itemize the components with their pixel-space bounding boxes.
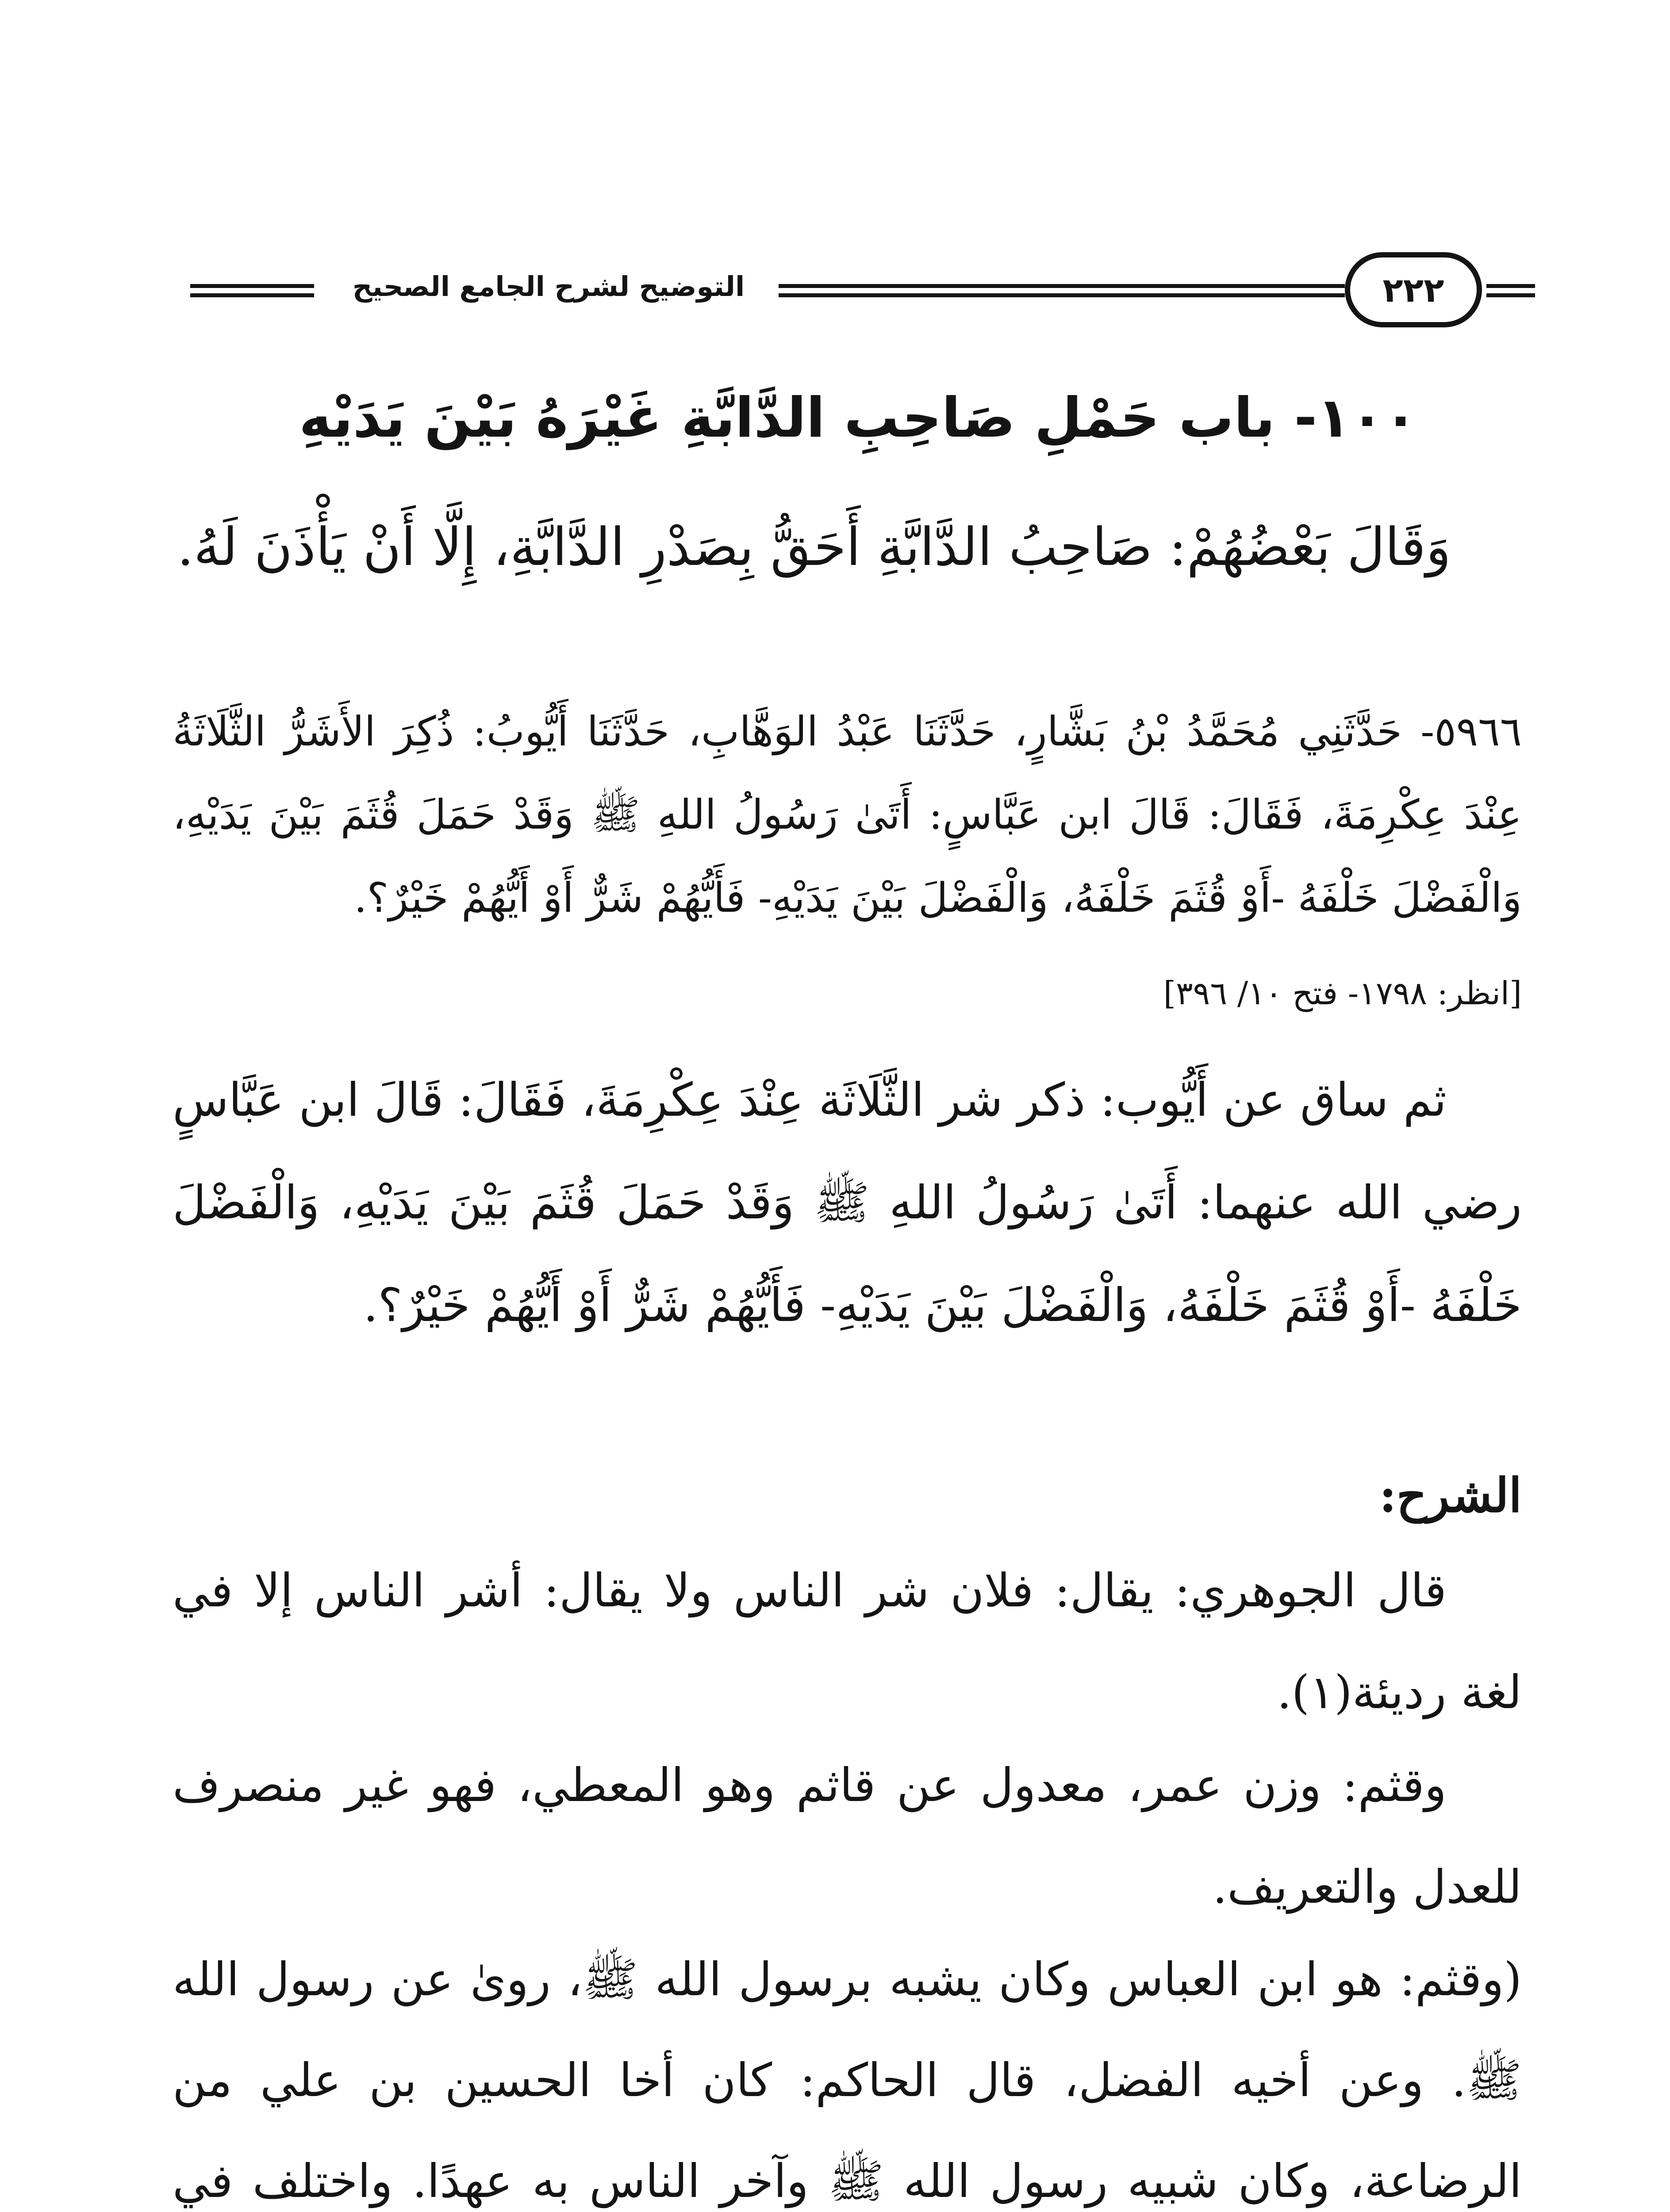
page-number: ٢٢٢ [1382, 270, 1444, 310]
hadith-recap-paragraph: ثم ساق عن أَيُّوب: ذكر شر الثَّلَاثَة عِنْدَ عِكْرِمَةَ، فَقَالَ: قَالَ ابن عَبَّاسٍ رضي الله عنهما: أَتَىٰ رَسُولُ اللهِ ﷺ وَقَدْ حَمَلَ قُثَمَ بَيْنَ يَدَيْهِ، وَالْفَضْلَ خَلْفَهُ -أَوْ قُثَمَ خَلْفَهُ، وَالْفَضْلَ بَيْنَ يَدَيْهِ- فَأَيُّهُمْ شَرٌّ أَوْ أَيُّهُمْ خَيْرٌ؟. [173, 1073, 1522, 1332]
header-rule-right [1486, 284, 1535, 297]
commentary-paragraph: قال الجوهري: يقال: فلان شر الناس ولا يقال: أشر الناس إلا في لغة رديئة(١). [173, 1563, 1522, 1719]
commentary-heading: الشرح: [1379, 1467, 1522, 1523]
running-title: التوضيح لشرح الجامع الصحيح [352, 270, 745, 303]
header-rule-middle [779, 284, 1345, 297]
commentary-paragraph: (وقثم: هو ابن العباس وكان يشبه برسول الله ﷺ، روىٰ عن رسول الله ﷺ. وعن أخيه الفضل، قال الحاكم: كان أخا الحسين بن علي من الرضاعة، وكان شبيه رسول الله ﷺ وآخر الناس به عهدًا. واختلف في [173, 1952, 1522, 2208]
chapter-heading: ١٠٠- باب حَمْلِ صَاحِبِ الدَّابَّةِ غَيْرَهُ بَيْنَ يَدَيْهِ [299, 386, 1417, 450]
page-number-frame [1345, 252, 1482, 327]
commentary-paragraph: وقثم: وزن عمر، معدول عن قاثم وهو المعطي، فهو غير منصرف للعدل والتعريف. [173, 1758, 1522, 1914]
cross-reference: [انظر: ١٧٩٨- فتح ١٠/ ٣٩٦] [1163, 975, 1522, 1012]
header-rule-left [190, 284, 314, 297]
quoted-statement: وَقَالَ بَعْضُهُمْ: صَاحِبُ الدَّابَّةِ أَحَقُّ بِصَدْرِ الدَّابَّةِ، إِلَّا أَنْ يَأْذَنَ لَهُ. [177, 516, 1451, 577]
hadith-text: ٥٩٦٦- حَدَّثَنِي مُحَمَّدُ بْنُ بَشَّارٍ، حَدَّثَنَا عَبْدُ الوَهَّابِ، حَدَّثَنَا أَيُّوبُ: ذُكِرَ الأَشَرُّ الثَّلَاثَةُ عِنْدَ عِكْرِمَةَ، فَقَالَ: قَالَ ابن عَبَّاسٍ: أَتَىٰ رَسُولُ اللهِ ﷺ وَقَدْ حَمَلَ قُثَمَ بَيْنَ يَدَيْهِ، وَالْفَضْلَ خَلْفَهُ -أَوْ قُثَمَ خَلْفَهُ، وَالْفَضْلَ بَيْنَ يَدَيْهِ- فَأَيُّهُمْ شَرٌّ أَوْ أَيُّهُمْ خَيْرٌ؟. [173, 708, 1522, 922]
running-header [190, 248, 1526, 336]
